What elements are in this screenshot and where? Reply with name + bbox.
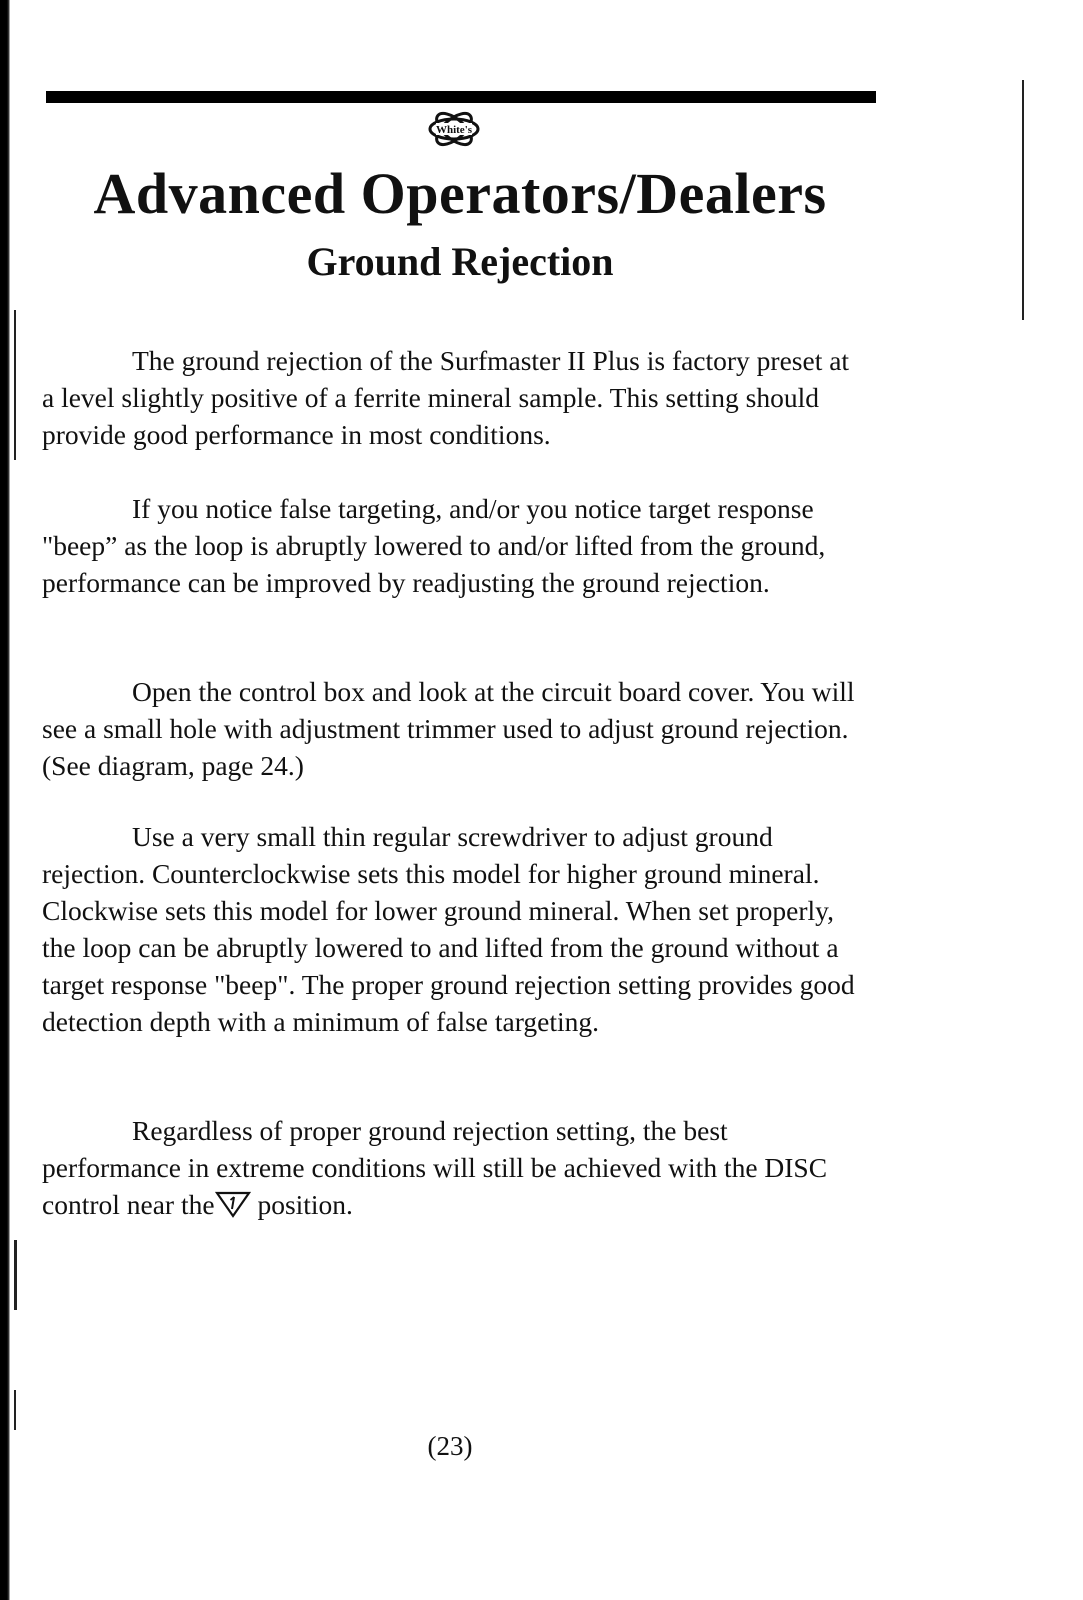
- scan-mark: [14, 1240, 17, 1310]
- whites-logo-icon: [414, 104, 494, 154]
- section-subtitle: Ground Rejection: [306, 239, 614, 284]
- page-number: (23): [427, 1431, 473, 1461]
- scan-mark: [1022, 80, 1024, 320]
- paragraph-text: position.: [250, 1189, 353, 1220]
- paragraph: The ground rejection of the Surfmaster II Plus is factory preset at a level slightly positive of a ferrite mineral sample. This setting should provide good performance in most conditions.: [42, 345, 850, 450]
- paragraph-text: Regardless of proper ground rejection setting, the best performance in extreme conditions will still be achieved with the DISC control near the: [42, 1115, 828, 1220]
- paragraph: Use a very small thin regular screwdriver to adjust ground rejection. Counterclockwise sets this model for higher ground mineral. Clockwise sets this model for lower ground mineral. When set properly, the loop can be abruptly lowered to and lifted from the ground without a target response "beep". The proper ground rejection setting provides good detection depth with a minimum of false targeting.: [42, 821, 855, 1037]
- triangle-1-icon: [215, 1190, 251, 1218]
- paragraph: If you notice false targeting, and/or you notice target response "beep” as the loop is abruptly lowered to and/or lifted from the ground, performance can be improved by readjusting the ground rejection.: [42, 493, 826, 598]
- top-rule: [46, 91, 876, 103]
- scan-mark: [14, 310, 16, 460]
- page-title: Advanced Operators/Dealers: [93, 161, 827, 226]
- paragraph: Open the control box and look at the circuit board cover. You will see a small hole with adjustment trimmer used to adjust ground rejection. (See diagram, page 24.): [42, 676, 855, 781]
- paragraph-last: [42, 1112, 862, 1223]
- scan-mark: [14, 1390, 16, 1430]
- svg-text:White's: White's: [435, 124, 473, 136]
